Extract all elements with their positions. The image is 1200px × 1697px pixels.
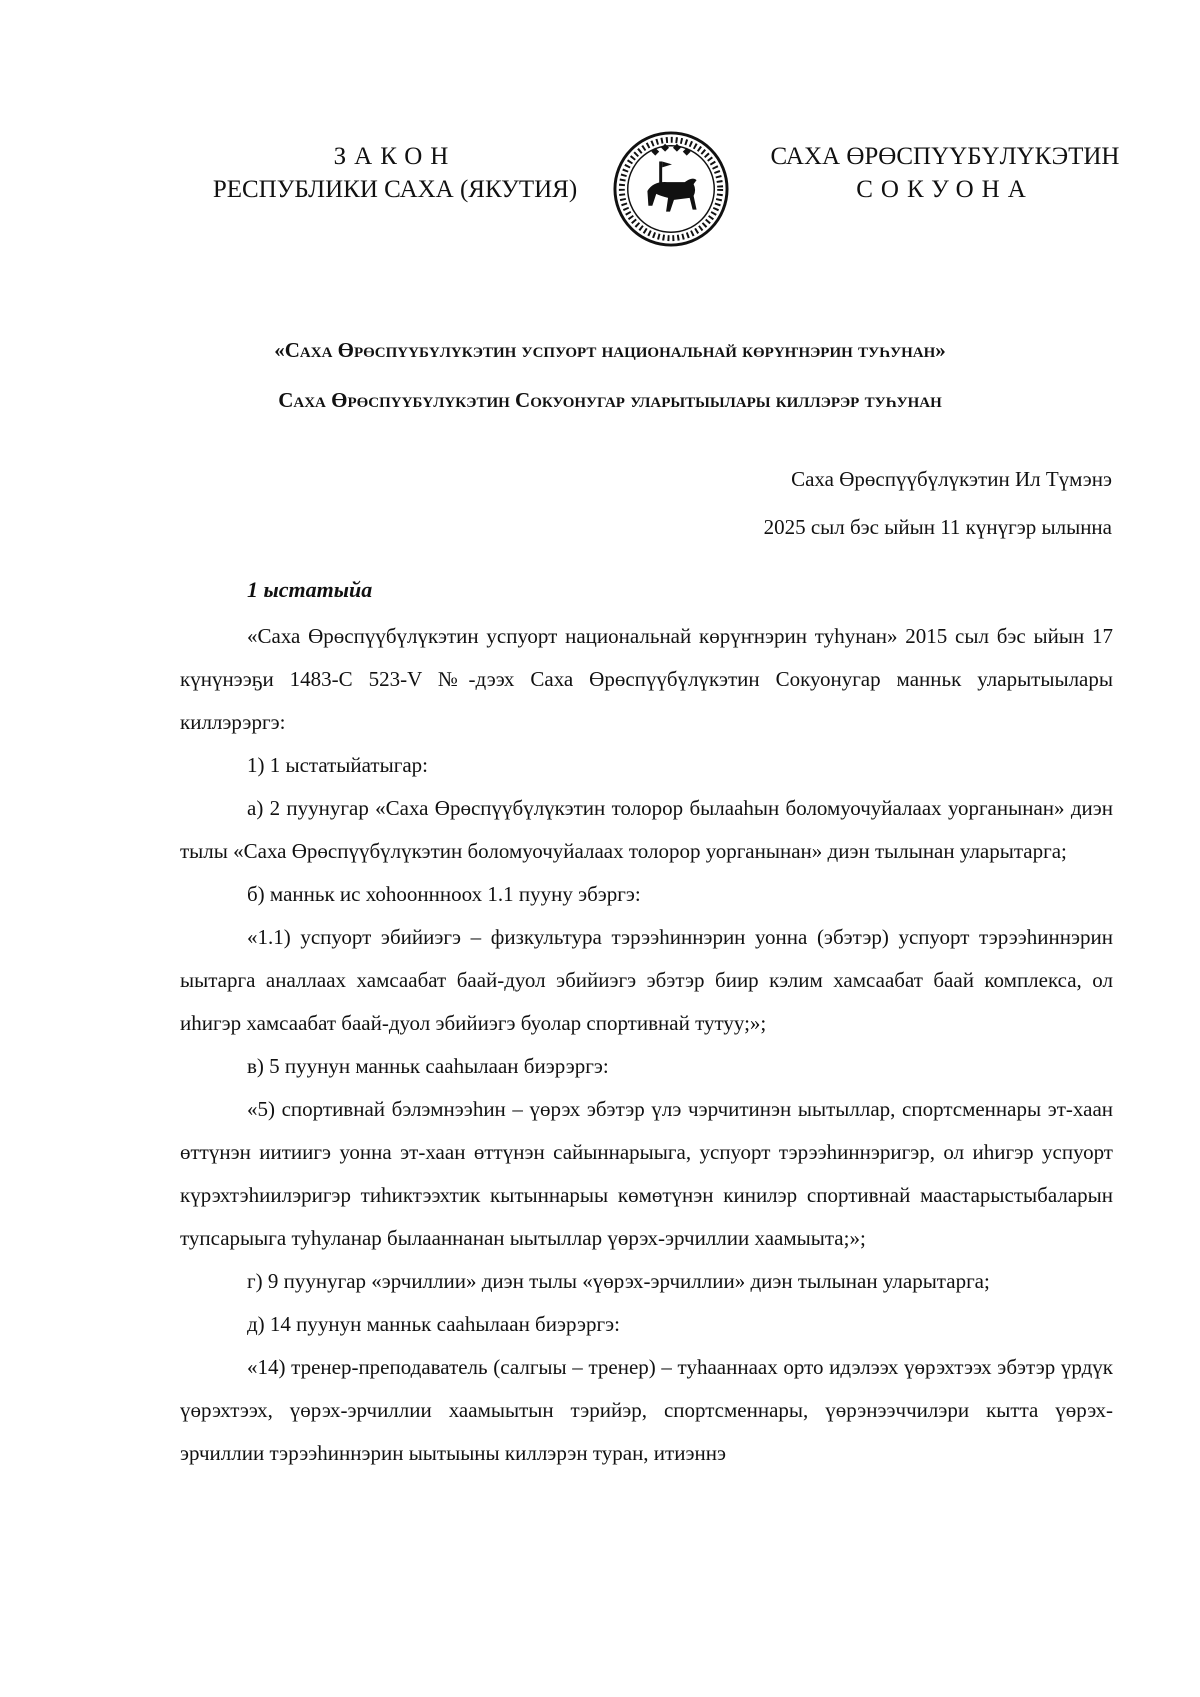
paragraph: а) 2 пуунугар «Саха Өрөспүүбүлүкэтин толорор былааһын боломуочуйалаах уорганынан» диэн тылы «Саха Өрөспүүбүлүкэтин боломуочуйалаах толорор уорганынан» диэн тылынан уларытарга; — [180, 796, 1113, 863]
paragraph: б) манньк ис хоһооннноох 1.1 пууну эбэргэ: — [247, 882, 641, 906]
article-title: 1 ыстатыйа — [247, 577, 373, 602]
paragraph: д) 14 пуунун манньк сааһылаан биэрэргэ: — [247, 1312, 620, 1336]
adoption-body: Саха Өрөспүүбүлүкэтин Ил Түмэнэ — [791, 467, 1112, 491]
header-right — [770, 140, 1120, 206]
adoption-block — [764, 455, 1112, 551]
adoption-date: 2025 сыл бэс ыйын 11 күнүгэр ылынна — [763, 515, 1112, 539]
paragraph: «Саха Өрөспүүбүлүкэтин успуорт национальнай көрүҥнэрин туһунан» 2015 сыл бэс ыйын 17 күнүнээҕи 1483-С 523-V №-дээх Саха Өрөспүүбүлүкэтин Сокуонугар манньк уларытыылары киллэрэргэ: — [180, 624, 1113, 734]
header-left-title: ЗАКОН — [333, 143, 457, 170]
paragraph: «5) спортивнай бэлэмнээһин – үөрэх эбэтэр үлэ чэрчитинэн ыытыллар, спортсменнары эт-хаан өттүнэн иитиигэ уонна эт-хаан өттүнэн сайыннарыыга, успуорт тэрээһиннэригэр, ол иһигэр успуорт күрэхтэһиилэригэр тиһиктээхтик кытыннарыы көмөтүнэн кинилэр спортивнай маастарыстыбаларын тупсарыыга туһуланар былааннанан ыытыллар үөрэх-эрчиллии хаамыыта;»; — [180, 1097, 1113, 1250]
header-left-subtitle: РЕСПУБЛИКИ САХА (ЯКУТИЯ) — [212, 176, 578, 203]
paragraph: г) 9 пуунугар «эрчиллии» диэн тылы «үөрэх-эрчиллии» диэн тылынан уларытарга; — [247, 1269, 990, 1293]
header-left — [210, 140, 580, 206]
header-right-subtitle: СОКУОНА — [856, 176, 1034, 203]
law-title-block — [130, 325, 1090, 425]
law-title-line-2: Саха Өрөспүүбүлүкэтин Сокуонугар уларытыылары киллэрэр туһунан — [278, 388, 942, 412]
coat-of-arms-icon — [612, 130, 730, 248]
paragraph: «1.1) успуорт эбийиэгэ – физкультура тэрээһиннэрин уонна (эбэтэр) успуорт тэрээһиннэрин ыытарга аналлаах хамсаабат баай-дуол эбийиэгэ эбэтэр биир кэлим хамсаабат баай комплекса, ол иһигэр хамсаабат баай-дуол эбийиэгэ буолар спортивнай тутуу;»; — [180, 925, 1113, 1035]
paragraph: в) 5 пуунун манньк сааһылаан биэрэргэ: — [247, 1054, 609, 1078]
paragraph: 1) 1 ыстатыйатыгар: — [247, 753, 428, 777]
law-title-line-1: «Саха Өрөспүүбүлүкэтин успуорт национальнай көрүҥнэрин туһунан» — [274, 338, 946, 362]
paragraph: «14) тренер-преподаватель (салгыы – тренер) – туһааннаах орто идэлээх үөрэхтээх эбэтэр үрдүк үөрэхтээх, үөрэх-эрчиллии хаамыытын тэрийэр, спортсменнары, үөрэнээччилэри кытта үөрэх-эрчиллии тэрээһиннэрин ыытыыны киллэрэн туран, итиэннэ — [180, 1355, 1113, 1465]
article-body — [180, 615, 1113, 1475]
header-right-title: САХА ӨРӨСПҮҮБҮЛҮКЭТИН — [770, 143, 1120, 170]
